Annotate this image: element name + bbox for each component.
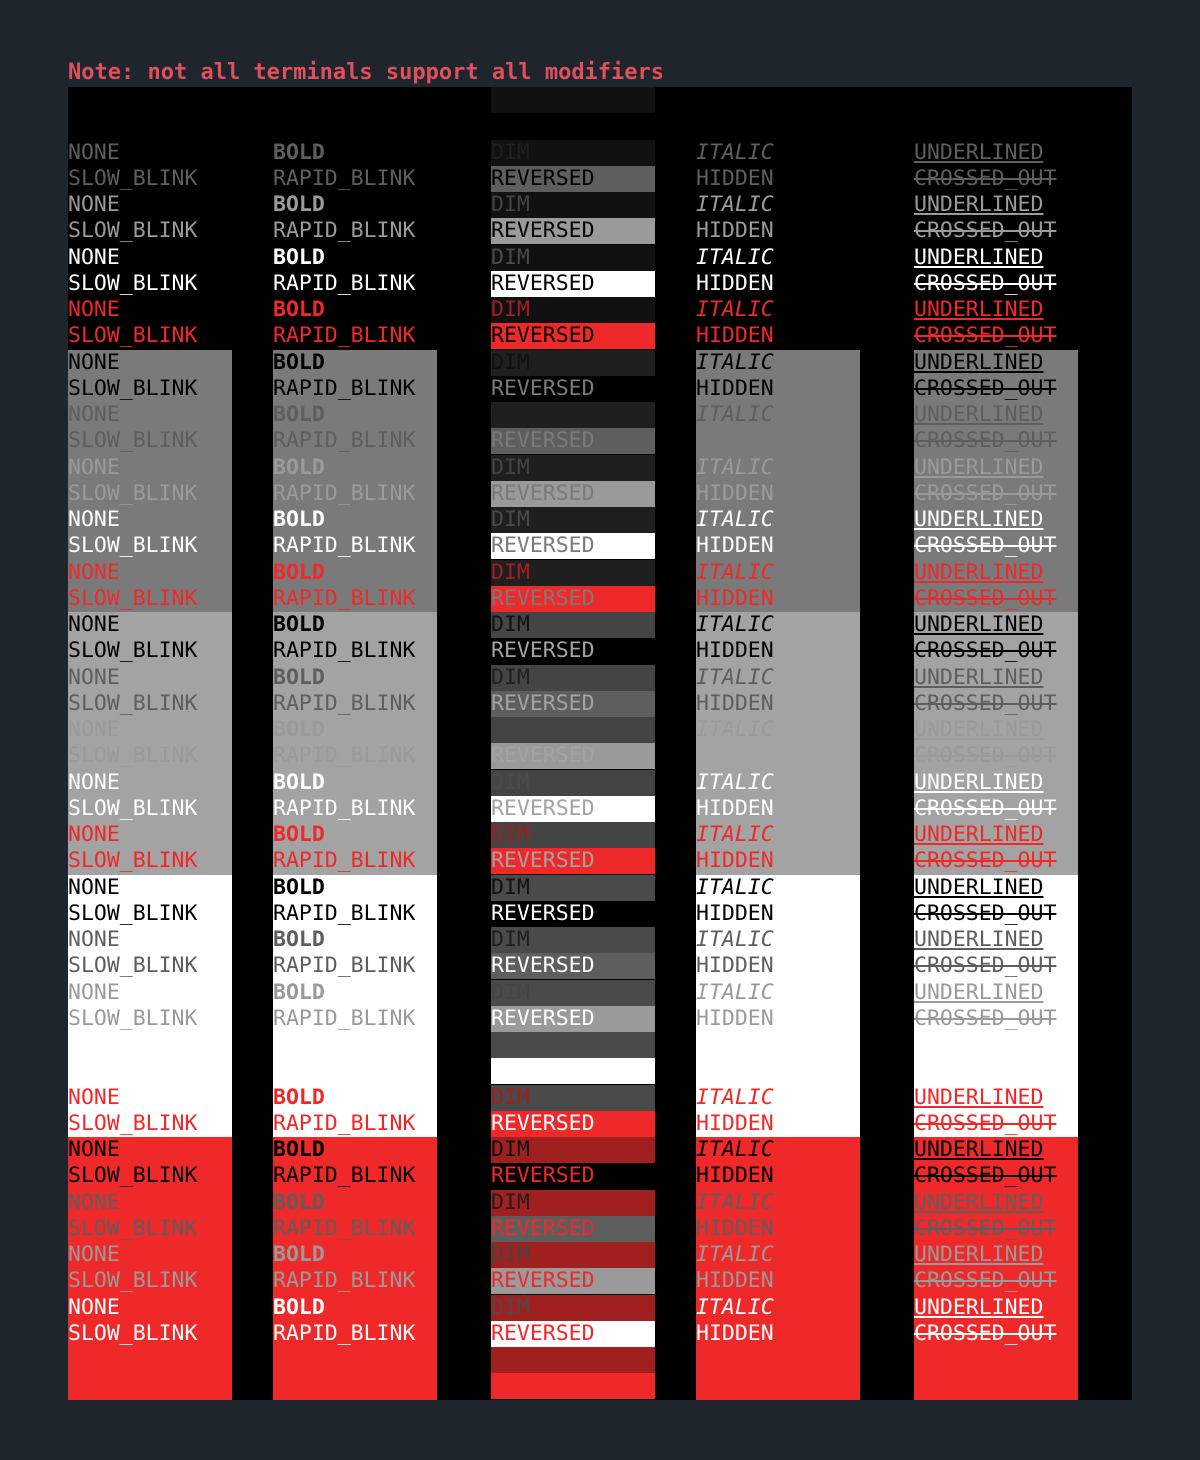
cell-rapid-blink: RAPID_BLINK — [273, 585, 416, 611]
cell-crossed-out: CROSSED_OUT — [914, 1058, 1057, 1084]
cell-none: NONE — [68, 612, 120, 637]
cell-underlined: UNDERLINED — [914, 979, 1044, 1005]
cell-crossed-out: CROSSED_OUT — [914, 375, 1057, 401]
cell-slow-blink: SLOW_BLINK — [68, 1320, 198, 1346]
cell-rapid-blink: RAPID_BLINK — [273, 953, 416, 979]
cell-crossed-out: CROSSED_OUT — [914, 533, 1057, 559]
cell-crossed-out: CROSSED_OUT — [914, 743, 1057, 769]
cell-none: NONE — [68, 1084, 120, 1110]
cell-hidden: HIDDEN — [696, 1163, 774, 1189]
cell-italic: ITALIC — [696, 1084, 774, 1110]
cell-hidden: HIDDEN — [696, 690, 774, 716]
cell-reversed: REVERSED — [491, 796, 655, 822]
cell-dim: DIM — [491, 980, 655, 1006]
cell-reversed: REVERSED — [491, 953, 655, 979]
cell-none: NONE — [68, 1242, 120, 1267]
cell-slow-blink: SLOW_BLINK — [68, 1268, 198, 1294]
cell-hidden — [696, 113, 774, 139]
cell-reversed: REVERSED — [491, 1111, 655, 1137]
cell-rapid-blink: RAPID_BLINK — [273, 165, 416, 191]
cell-slow-blink: SLOW_BLINK — [68, 323, 198, 349]
cell-dim: DIM — [491, 1032, 655, 1058]
cell-none: NONE — [68, 1189, 120, 1215]
cell-rapid-blink: RAPID_BLINK — [273, 375, 416, 401]
cell-dim: DIM — [491, 770, 655, 796]
cell-bold: BOLD — [273, 349, 325, 375]
cell-slow-blink: SLOW_BLINK — [68, 743, 198, 769]
cell-reversed: REVERSED — [491, 848, 655, 874]
cell-rapid-blink: RAPID_BLINK — [273, 1163, 416, 1189]
cell-slow-blink: SLOW_BLINK — [68, 1110, 198, 1136]
cell-italic: ITALIC — [696, 1242, 774, 1267]
cell-rapid-blink: RAPID_BLINK — [273, 533, 416, 559]
cell-italic: ITALIC — [696, 1294, 774, 1320]
cell-crossed-out: CROSSED_OUT — [914, 900, 1057, 926]
cell-hidden — [696, 428, 774, 454]
cell-bold: BOLD — [273, 1032, 325, 1057]
cell-reversed: REVERSED — [491, 586, 655, 612]
cell-reversed: REVERSED — [491, 533, 655, 559]
cell-none: NONE — [68, 192, 120, 217]
cell-dim: DIM — [491, 192, 655, 218]
cell-none: NONE — [68, 559, 120, 585]
cell-slow-blink: SLOW_BLINK — [68, 533, 198, 559]
cell-rapid-blink: RAPID_BLINK — [273, 1268, 416, 1294]
cell-reversed: REVERSED — [491, 1321, 655, 1347]
cell-dim: DIM — [491, 87, 655, 113]
cell-bold: BOLD — [273, 979, 325, 1005]
cell-underlined: UNDERLINED — [914, 1347, 1044, 1372]
cell-bold: BOLD — [273, 244, 325, 270]
cell-bold: BOLD — [273, 874, 325, 900]
cell-italic: ITALIC — [696, 1032, 774, 1057]
cell-rapid-blink: RAPID_BLINK — [273, 1373, 416, 1399]
cell-underlined: UNDERLINED — [914, 1294, 1044, 1320]
cell-dim: DIM — [491, 245, 655, 271]
cell-hidden: HIDDEN — [696, 638, 774, 664]
cell-rapid-blink: RAPID_BLINK — [273, 1005, 416, 1031]
cell-crossed-out: CROSSED_OUT — [914, 953, 1057, 979]
cell-dim: DIM — [491, 612, 655, 638]
cell-slow-blink: SLOW_BLINK — [68, 480, 198, 506]
cell-underlined: UNDERLINED — [914, 297, 1044, 322]
cell-slow-blink: SLOW_BLINK — [68, 848, 198, 874]
cell-slow-blink: SLOW_BLINK — [68, 585, 198, 611]
cell-hidden: HIDDEN — [696, 375, 774, 401]
cell-crossed-out: CROSSED_OUT — [914, 795, 1057, 821]
cell-underlined: UNDERLINED — [914, 87, 1044, 112]
cell-italic: ITALIC — [696, 1189, 774, 1215]
cell-dim: DIM — [491, 822, 655, 848]
cell-hidden: HIDDEN — [696, 1110, 774, 1136]
cell-rapid-blink: RAPID_BLINK — [273, 795, 416, 821]
cell-italic: ITALIC — [696, 402, 774, 427]
cell-reversed: REVERSED — [491, 1216, 655, 1242]
cell-dim: DIM — [491, 140, 655, 166]
cell-hidden: HIDDEN — [696, 270, 774, 296]
cell-rapid-blink: RAPID_BLINK — [273, 270, 416, 296]
cell-underlined: UNDERLINED — [914, 244, 1044, 270]
cell-none: NONE — [68, 1137, 120, 1162]
cell-underlined: UNDERLINED — [914, 612, 1044, 637]
cell-dim: DIM — [491, 297, 655, 323]
cell-rapid-blink: RAPID_BLINK — [273, 428, 416, 454]
cell-hidden: HIDDEN — [696, 795, 774, 821]
cell-slow-blink: SLOW_BLINK — [68, 270, 198, 296]
cell-rapid-blink: RAPID_BLINK — [273, 900, 416, 926]
cell-crossed-out: CROSSED_OUT — [914, 690, 1057, 716]
cell-hidden: HIDDEN — [696, 218, 774, 244]
cell-crossed-out: CROSSED_OUT — [914, 113, 1057, 139]
cell-slow-blink: SLOW_BLINK — [68, 428, 198, 454]
cell-none: NONE — [68, 664, 120, 690]
cell-rapid-blink: RAPID_BLINK — [273, 218, 416, 244]
cell-underlined: UNDERLINED — [914, 1084, 1044, 1110]
cell-none: NONE — [68, 454, 120, 480]
cell-none: NONE — [68, 244, 120, 270]
cell-underlined: UNDERLINED — [914, 1137, 1044, 1162]
cell-none: NONE — [68, 139, 120, 165]
cell-bold: BOLD — [273, 1242, 325, 1267]
cell-dim: DIM — [491, 665, 655, 691]
cell-bold: BOLD — [273, 927, 325, 952]
cell-slow-blink: SLOW_BLINK — [68, 1058, 198, 1084]
cell-crossed-out: CROSSED_OUT — [914, 480, 1057, 506]
cell-crossed-out: CROSSED_OUT — [914, 1320, 1057, 1346]
cell-slow-blink: SLOW_BLINK — [68, 1005, 198, 1031]
cell-slow-blink: SLOW_BLINK — [68, 1373, 198, 1399]
cell-none: NONE — [68, 1032, 120, 1057]
cell-hidden: HIDDEN — [696, 323, 774, 349]
cell-none: NONE — [68, 769, 120, 795]
cell-hidden: HIDDEN — [696, 585, 774, 611]
cell-crossed-out: CROSSED_OUT — [914, 1215, 1057, 1241]
cell-underlined: UNDERLINED — [914, 559, 1044, 585]
cell-none: NONE — [68, 874, 120, 900]
cell-none: NONE — [68, 297, 120, 322]
cell-slow-blink: SLOW_BLINK — [68, 638, 198, 664]
cell-underlined: UNDERLINED — [914, 769, 1044, 795]
cell-reversed: REVERSED — [491, 1058, 655, 1084]
cell-dim: DIM — [491, 1137, 655, 1163]
cell-crossed-out: CROSSED_OUT — [914, 1110, 1057, 1136]
cell-bold: BOLD — [273, 139, 325, 165]
cell-hidden — [696, 1058, 774, 1084]
cell-hidden: HIDDEN — [696, 1215, 774, 1241]
cell-underlined: UNDERLINED — [914, 717, 1044, 742]
cell-none: NONE — [68, 507, 120, 532]
cell-hidden: HIDDEN — [696, 533, 774, 559]
cell-rapid-blink: RAPID_BLINK — [273, 848, 416, 874]
cell-slow-blink: SLOW_BLINK — [68, 1163, 198, 1189]
cell-bold: BOLD — [273, 297, 325, 322]
cell-underlined: UNDERLINED — [914, 454, 1044, 480]
cell-underlined: UNDERLINED — [914, 1189, 1044, 1215]
cell-bold: BOLD — [273, 1189, 325, 1215]
cell-rapid-blink: RAPID_BLINK — [273, 743, 416, 769]
terminal-grid — [68, 87, 1132, 1400]
cell-hidden: HIDDEN — [696, 1320, 774, 1346]
cell-rapid-blink: RAPID_BLINK — [273, 480, 416, 506]
cell-crossed-out: CROSSED_OUT — [914, 323, 1057, 349]
cell-rapid-blink: RAPID_BLINK — [273, 690, 416, 716]
cell-reversed: REVERSED — [491, 691, 655, 717]
cell-hidden: HIDDEN — [696, 165, 774, 191]
cell-rapid-blink: RAPID_BLINK — [273, 638, 416, 664]
cell-crossed-out: CROSSED_OUT — [914, 218, 1057, 244]
cell-reversed: REVERSED — [491, 1373, 655, 1399]
cell-none: NONE — [68, 349, 120, 375]
cell-hidden: HIDDEN — [696, 480, 774, 506]
cell-none: NONE — [68, 927, 120, 952]
cell-reversed: REVERSED — [491, 113, 655, 139]
cell-underlined: UNDERLINED — [914, 139, 1044, 165]
cell-reversed: REVERSED — [491, 166, 655, 192]
cell-dim: DIM — [491, 1347, 655, 1373]
cell-reversed: REVERSED — [491, 638, 655, 664]
cell-bold: BOLD — [273, 192, 325, 217]
cell-bold: BOLD — [273, 769, 325, 795]
cell-none: NONE — [68, 1347, 120, 1372]
cell-slow-blink: SLOW_BLINK — [68, 1215, 198, 1241]
cell-italic: ITALIC — [696, 454, 774, 480]
cell-reversed: REVERSED — [491, 218, 655, 244]
cell-italic: ITALIC — [696, 139, 774, 165]
cell-crossed-out: CROSSED_OUT — [914, 428, 1057, 454]
cell-dim: DIM — [491, 560, 655, 586]
cell-hidden: HIDDEN — [696, 900, 774, 926]
cell-underlined: UNDERLINED — [914, 664, 1044, 690]
cell-dim: DIM — [491, 350, 655, 376]
cell-bold: BOLD — [273, 1137, 325, 1162]
cell-reversed: REVERSED — [491, 901, 655, 927]
cell-hidden: HIDDEN — [696, 1268, 774, 1294]
cell-rapid-blink: RAPID_BLINK — [273, 1215, 416, 1241]
cell-bold: BOLD — [273, 822, 325, 847]
cell-italic: ITALIC — [696, 769, 774, 795]
cell-underlined: UNDERLINED — [914, 1032, 1044, 1057]
cell-slow-blink: SLOW_BLINK — [68, 795, 198, 821]
cell-crossed-out: CROSSED_OUT — [914, 638, 1057, 664]
cell-reversed: REVERSED — [491, 481, 655, 507]
cell-dim: DIM — [491, 717, 655, 743]
cell-dim: DIM — [491, 507, 655, 533]
cell-hidden — [696, 1373, 774, 1399]
cell-dim: DIM — [491, 875, 655, 901]
cell-bold: BOLD — [273, 664, 325, 690]
cell-bold: BOLD — [273, 612, 325, 637]
cell-hidden: HIDDEN — [696, 848, 774, 874]
cell-underlined: UNDERLINED — [914, 192, 1044, 217]
cell-hidden: HIDDEN — [696, 1005, 774, 1031]
cell-bold: BOLD — [273, 1347, 325, 1372]
cell-dim: DIM — [491, 1242, 655, 1268]
cell-rapid-blink: RAPID_BLINK — [273, 323, 416, 349]
cell-bold: BOLD — [273, 1294, 325, 1320]
cell-bold: BOLD — [273, 402, 325, 427]
cell-italic: ITALIC — [696, 1347, 774, 1372]
cell-italic: ITALIC — [696, 87, 774, 112]
cell-dim: DIM — [491, 455, 655, 481]
cell-italic: ITALIC — [696, 822, 774, 847]
cell-bold: BOLD — [273, 87, 325, 112]
cell-slow-blink: SLOW_BLINK — [68, 165, 198, 191]
cell-italic: ITALIC — [696, 874, 774, 900]
cell-reversed: REVERSED — [491, 743, 655, 769]
cell-reversed: REVERSED — [491, 271, 655, 297]
cell-crossed-out: CROSSED_OUT — [914, 165, 1057, 191]
cell-reversed: REVERSED — [491, 1163, 655, 1189]
cell-crossed-out: CROSSED_OUT — [914, 585, 1057, 611]
cell-reversed: REVERSED — [491, 323, 655, 349]
cell-underlined: UNDERLINED — [914, 402, 1044, 427]
cell-underlined: UNDERLINED — [914, 927, 1044, 952]
cell-rapid-blink: RAPID_BLINK — [273, 1320, 416, 1346]
cell-italic: ITALIC — [696, 717, 774, 742]
cell-slow-blink: SLOW_BLINK — [68, 375, 198, 401]
cell-hidden — [696, 743, 774, 769]
cell-crossed-out: CROSSED_OUT — [914, 848, 1057, 874]
cell-bold: BOLD — [273, 507, 325, 532]
cell-italic: ITALIC — [696, 559, 774, 585]
cell-crossed-out: CROSSED_OUT — [914, 1005, 1057, 1031]
cell-dim: DIM — [491, 1295, 655, 1321]
cell-bold: BOLD — [273, 559, 325, 585]
cell-italic: ITALIC — [696, 507, 774, 532]
cell-none: NONE — [68, 402, 120, 427]
cell-underlined: UNDERLINED — [914, 822, 1044, 847]
cell-dim: DIM — [491, 402, 655, 428]
cell-italic: ITALIC — [696, 244, 774, 270]
cell-dim: DIM — [491, 927, 655, 953]
cell-reversed: REVERSED — [491, 1268, 655, 1294]
cell-slow-blink: SLOW_BLINK — [68, 690, 198, 716]
cell-bold: BOLD — [273, 454, 325, 480]
terminal-note: Note: not all terminals support all modifiers — [68, 60, 665, 85]
cell-reversed: REVERSED — [491, 1006, 655, 1032]
cell-italic: ITALIC — [696, 1137, 774, 1162]
cell-none: NONE — [68, 979, 120, 1005]
cell-italic: ITALIC — [696, 192, 774, 217]
cell-italic: ITALIC — [696, 349, 774, 375]
cell-slow-blink: SLOW_BLINK — [68, 953, 198, 979]
cell-reversed: REVERSED — [491, 428, 655, 454]
cell-crossed-out: CROSSED_OUT — [914, 1373, 1057, 1399]
cell-italic: ITALIC — [696, 612, 774, 637]
cell-hidden: HIDDEN — [696, 953, 774, 979]
cell-italic: ITALIC — [696, 927, 774, 952]
cell-reversed: REVERSED — [491, 376, 655, 402]
cell-rapid-blink: RAPID_BLINK — [273, 113, 416, 139]
cell-crossed-out: CROSSED_OUT — [914, 1268, 1057, 1294]
cell-underlined: UNDERLINED — [914, 1242, 1044, 1267]
cell-underlined: UNDERLINED — [914, 349, 1044, 375]
cell-none: NONE — [68, 87, 120, 112]
cell-dim: DIM — [491, 1085, 655, 1111]
cell-italic: ITALIC — [696, 664, 774, 690]
cell-crossed-out: CROSSED_OUT — [914, 1163, 1057, 1189]
cell-italic: ITALIC — [696, 979, 774, 1005]
cell-bold: BOLD — [273, 717, 325, 742]
cell-slow-blink: SLOW_BLINK — [68, 218, 198, 244]
cell-none: NONE — [68, 822, 120, 847]
cell-underlined: UNDERLINED — [914, 507, 1044, 532]
cell-none: NONE — [68, 1294, 120, 1320]
cell-underlined: UNDERLINED — [914, 874, 1044, 900]
cell-rapid-blink: RAPID_BLINK — [273, 1110, 416, 1136]
cell-none: NONE — [68, 717, 120, 742]
cell-crossed-out: CROSSED_OUT — [914, 270, 1057, 296]
cell-bold: BOLD — [273, 1084, 325, 1110]
cell-slow-blink: SLOW_BLINK — [68, 113, 198, 139]
cell-italic: ITALIC — [696, 297, 774, 322]
cell-slow-blink: SLOW_BLINK — [68, 900, 198, 926]
cell-dim: DIM — [491, 1190, 655, 1216]
cell-rapid-blink: RAPID_BLINK — [273, 1058, 416, 1084]
